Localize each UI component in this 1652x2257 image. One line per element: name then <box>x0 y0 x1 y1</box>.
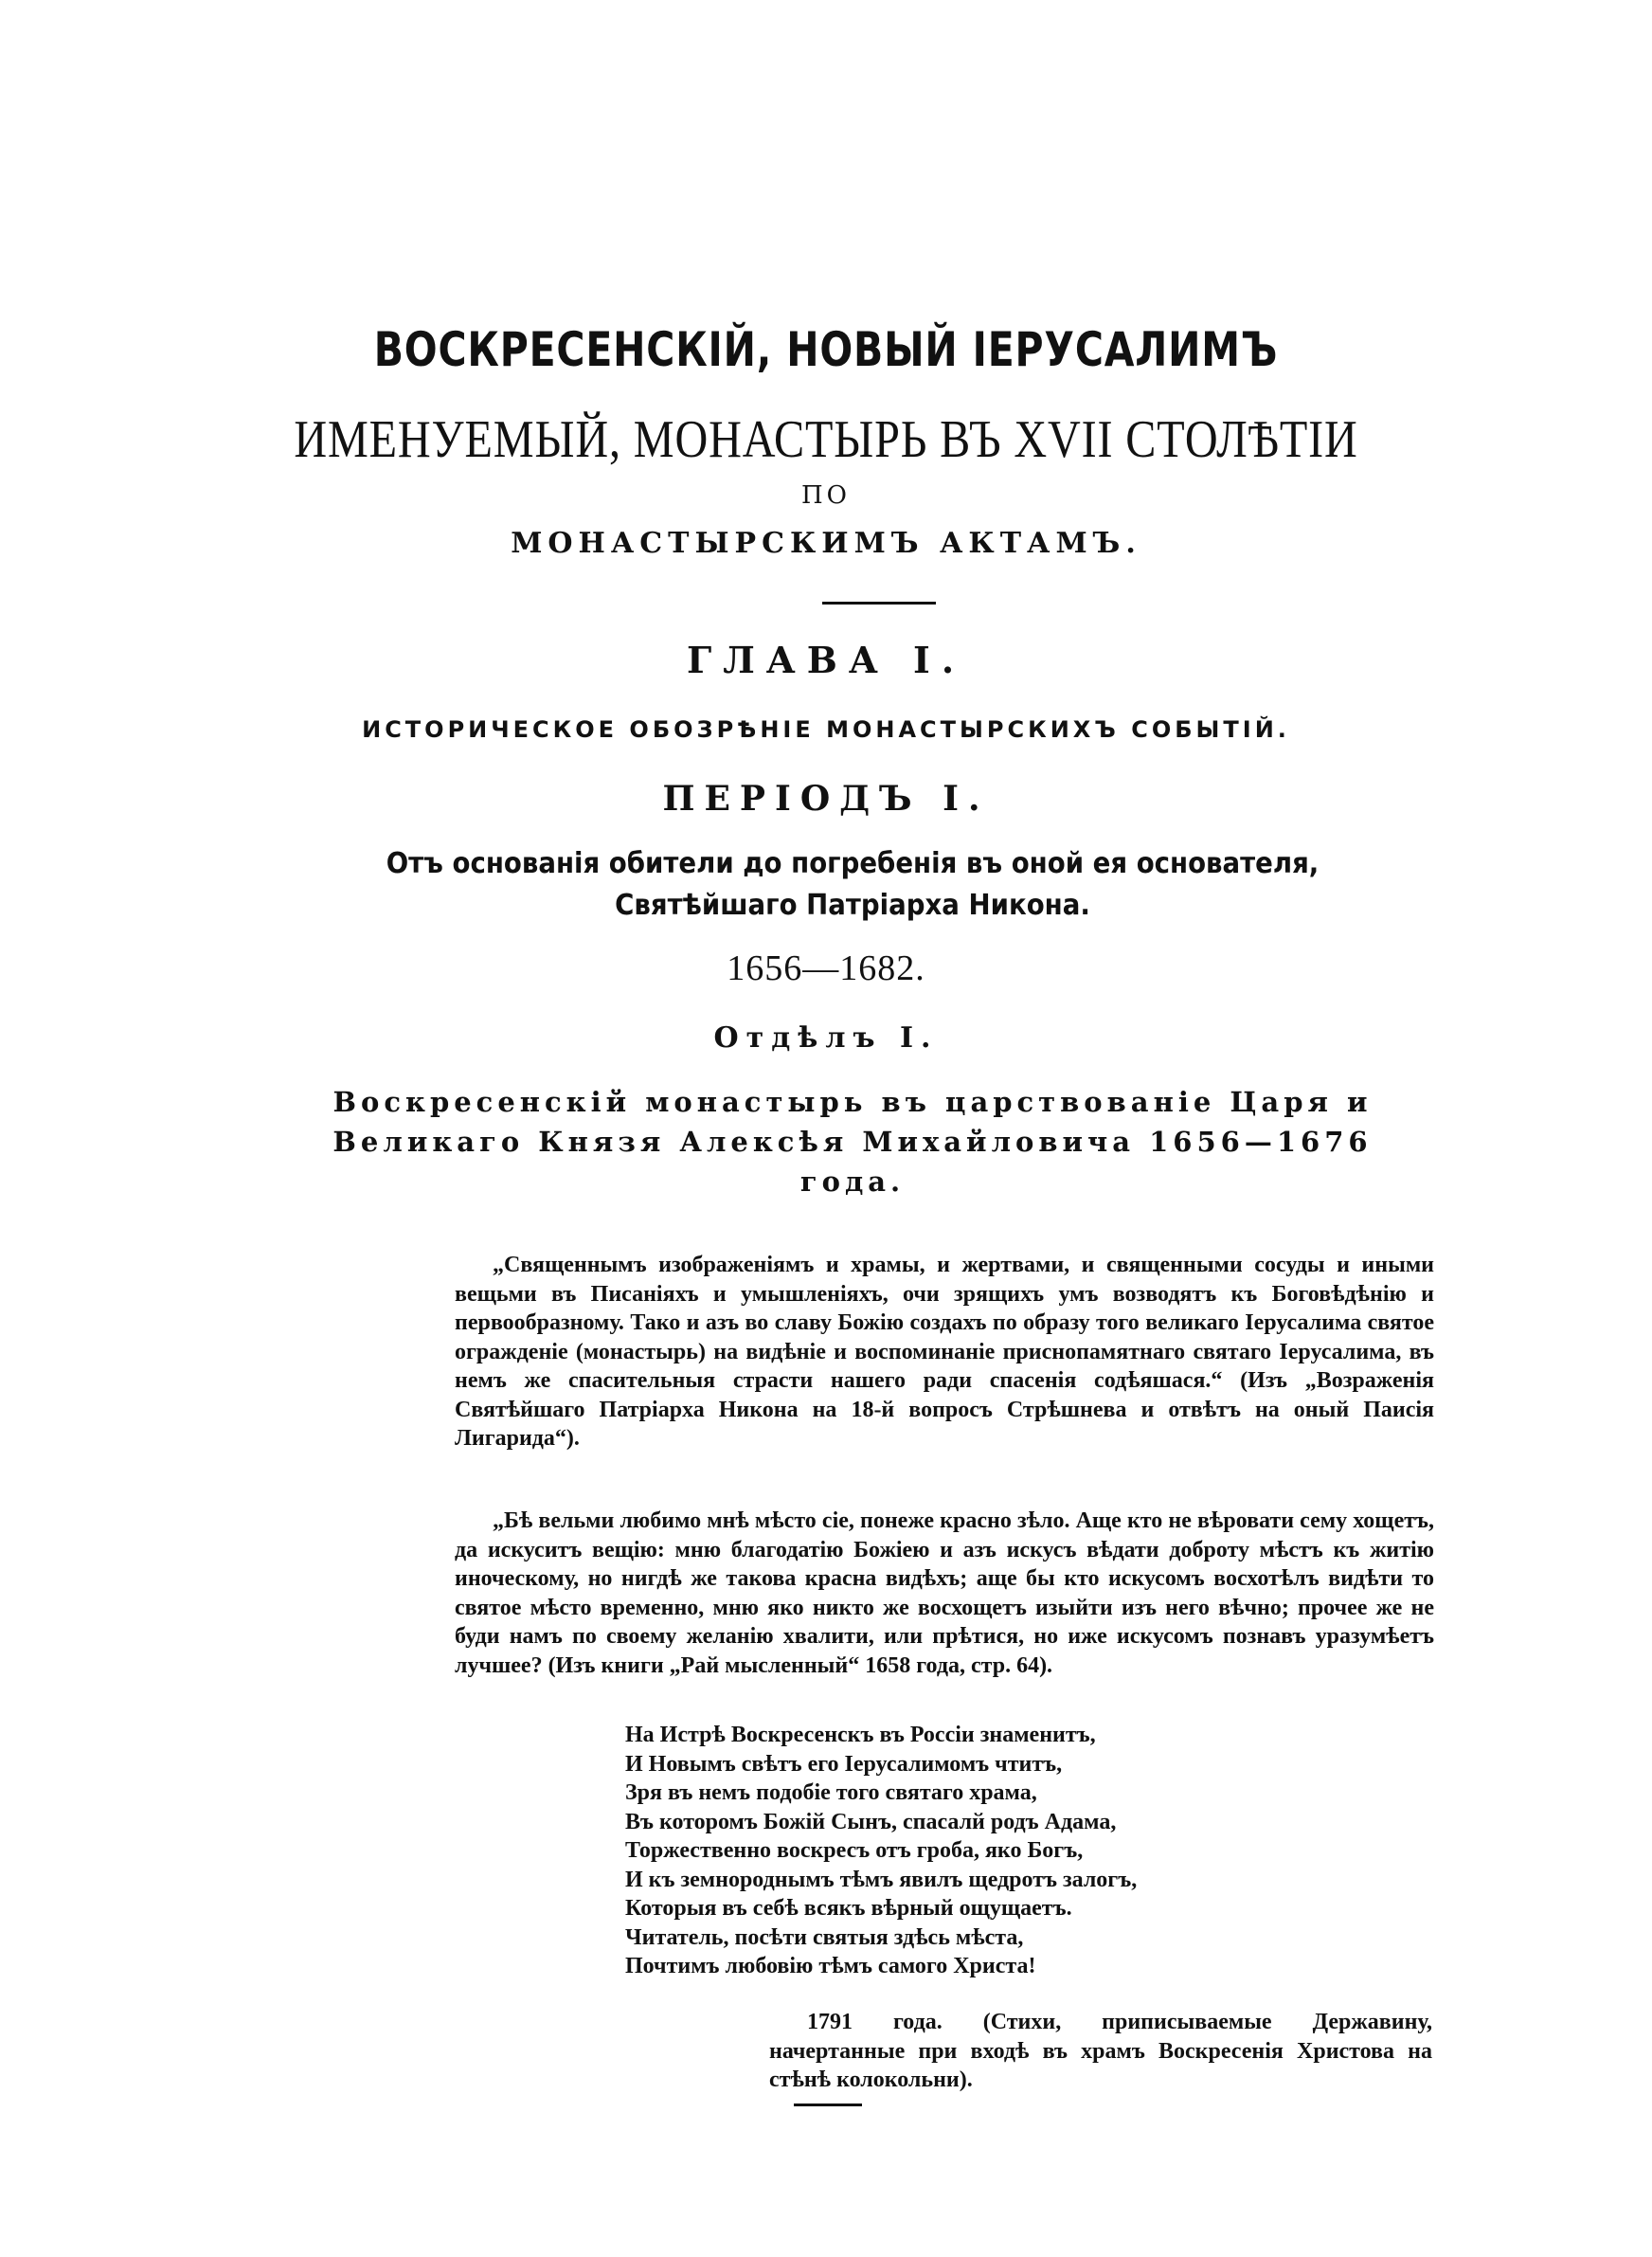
epigraph-quote-1: „Священнымъ изображеніямъ и храмы, и жертвами, и священными сосуды и иными вещьми въ Писаніяхъ и умышленіяхъ, очи зрящихъ умъ возводятъ къ Боговѣдѣнію и первообразному. Тако и азъ во славу Божію создахъ по образу того великаго Іерусалима святое огражденіе (монастырь) на видѣніе и воспоминаніе приснопамятнаго святаго Іерусалима, въ немъ же спасительныя страсти нашего ради спасенія содѣяшася.“ (Изъ „Возраженія Святѣйшаго Патріарха Никона на 18-й вопросъ Стрѣшнева и отвѣтъ на оный Паисія Лигарида“). <box>455 1253 1434 1451</box>
main-title: ВОСКРЕСЕНСКІЙ, НОВЫЙ ІЕРУСАЛИМЪ <box>373 322 1279 377</box>
poem-source: 1791 года. (Стихи, приписываемые Державину, начертанные при входѣ въ храмъ Воскресенія Христова на стѣнѣ колокольни). <box>769 2010 1432 2092</box>
poem-line: Почтимъ любовію тѣмъ самого Христа! <box>625 1954 1036 1978</box>
period-description: Отъ основанія обители до погребенія въ оной ея основателя, Святѣйшаго Патріарха Никона. <box>386 847 1320 922</box>
title-divider <box>822 602 936 605</box>
chapter-subtitle: ИСТОРИЧЕСКОЕ ОБОЗРѢНІЕ МОНАСТЫРСКИХЪ СОБЫТІЙ. <box>362 716 1290 743</box>
period-heading: ПЕРІОДЪ I. <box>662 779 990 819</box>
poem-line: И къ земнороднымъ тѣмъ явилъ щедротъ залогъ, <box>625 1867 1138 1892</box>
section-heading: Отдѣлъ I. <box>713 1021 939 1055</box>
poem <box>625 1721 1478 1981</box>
subtitle: ИМЕНУЕМЫЙ, МОНАСТЫРЬ ВЪ XVII СТОЛѢТІИ <box>294 410 1358 469</box>
poem-line: Въ которомъ Божій Сынъ, спасалй родъ Адама, <box>625 1809 1117 1834</box>
poem-line: И Новымъ свѣтъ его Іерусалимомъ чтитъ, <box>625 1751 1063 1777</box>
end-divider <box>794 2104 862 2106</box>
poem-line: Зря въ немъ подобіе того святаго храма, <box>625 1780 1037 1805</box>
poem-line: Торжественно воскресъ отъ гроба, яко Богъ, <box>625 1838 1084 1863</box>
poem-line: На Истрѣ Воскресенскъ въ Россіи знаменитъ, <box>625 1723 1096 1747</box>
section-description: Воскресенскій монастырь въ царствованіе Царя и Великаго Князя Алексѣя Михайловича 1656—1676 года. <box>332 1086 1373 1198</box>
poem-line: Читатель, посѣти святыя здѣсь мѣста, <box>625 1924 1024 1950</box>
period-years: 1656—1682. <box>727 948 925 988</box>
subtitle-po: ПО <box>801 481 851 510</box>
poem-line: Которыя въ себѣ всякъ вѣрный ощущаетъ. <box>625 1896 1072 1921</box>
chapter-heading: ГЛАВА I. <box>686 639 966 681</box>
subtitle-acts: МОНАСТЫРСКИМЪ АКТАМЪ. <box>511 527 1141 560</box>
epigraph-quote-2: „Бѣ вельми любимо мнѣ мѣсто сіе, понеже красно зѣло. Аще кто не вѣровати сему хощетъ, да искуситъ вещію: мню благодатію Божіею и азъ искусъ вѣдати доброту мѣстъ къ житію иноческому, но нигдѣ же такова красна видѣхъ; аще бы кто искусомъ восхотѣлъ видѣти то святое мѣсто временно, мню яко никто же восхощетъ изыйти изъ него вѣчно; прочее же не буди намъ по своему желанію хвалити, или прѣтися, но иже искусомъ познавъ уразумѣетъ лучшее? (Изъ книги „Рай мысленный“ 1658 года, стр. 64). <box>455 1508 1434 1678</box>
